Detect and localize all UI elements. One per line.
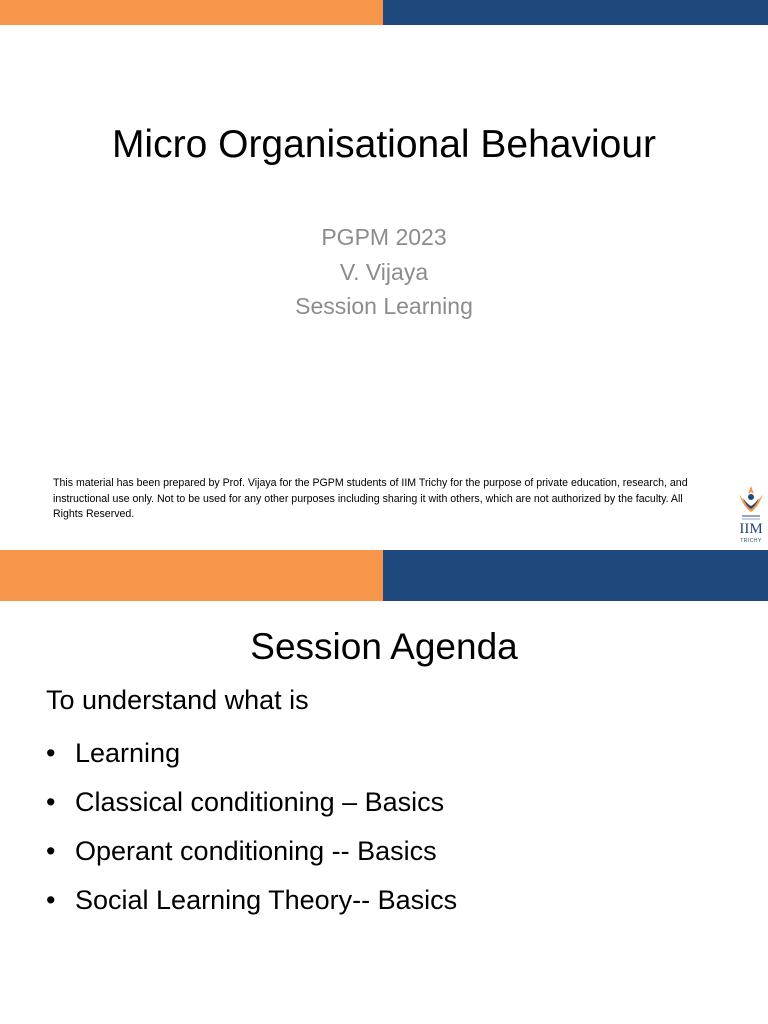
subtitle-author: V. Vijaya bbox=[339, 258, 429, 285]
agenda-item bbox=[46, 729, 457, 778]
agenda-item bbox=[46, 876, 457, 925]
agenda-item bbox=[46, 827, 457, 876]
agenda-item bbox=[46, 778, 457, 827]
iim-trichy-logo bbox=[734, 484, 768, 548]
top-bar-blue bbox=[383, 0, 768, 25]
agenda-item-label: Social Learning Theory-- Basics bbox=[75, 885, 458, 915]
agenda-intro: To understand what is bbox=[46, 685, 309, 715]
bullet-icon: • bbox=[46, 885, 56, 915]
bullet-icon: • bbox=[46, 787, 56, 817]
divider-color-bar bbox=[0, 550, 768, 601]
slide1-subtitle bbox=[0, 220, 768, 324]
bullet-icon: • bbox=[46, 836, 56, 866]
top-bar-orange bbox=[0, 0, 383, 25]
agenda-item-label: Learning bbox=[75, 738, 181, 768]
top-color-bar bbox=[0, 0, 768, 25]
subtitle-program: PGPM 2023 bbox=[321, 224, 447, 250]
divider-bar-orange bbox=[0, 550, 383, 601]
disclaimer-text: This material has been prepared by Prof. Vijaya for the PGPM students of IIM Trichy for the purpose of private education, research, and instructional use only. Not to be used for any other purposes including sharing it with others, which are not authorized by the faculty. All Rights Reserved. bbox=[53, 477, 688, 520]
iim-trichy-logo-icon bbox=[734, 484, 768, 522]
agenda-item-label: Classical conditioning – Basics bbox=[75, 787, 445, 817]
bullet-icon: • bbox=[46, 738, 56, 768]
slide1-title: Micro Organisational Behaviour bbox=[111, 123, 657, 166]
divider-bar-blue bbox=[383, 550, 768, 601]
agenda-list bbox=[46, 729, 457, 925]
slide2-title: Session Agenda bbox=[250, 626, 518, 667]
logo-text: IIM bbox=[739, 521, 763, 537]
subtitle-session: Session Learning bbox=[295, 293, 473, 319]
logo-subtext: TRICHY bbox=[740, 538, 762, 544]
agenda-item-label: Operant conditioning -- Basics bbox=[75, 836, 437, 866]
